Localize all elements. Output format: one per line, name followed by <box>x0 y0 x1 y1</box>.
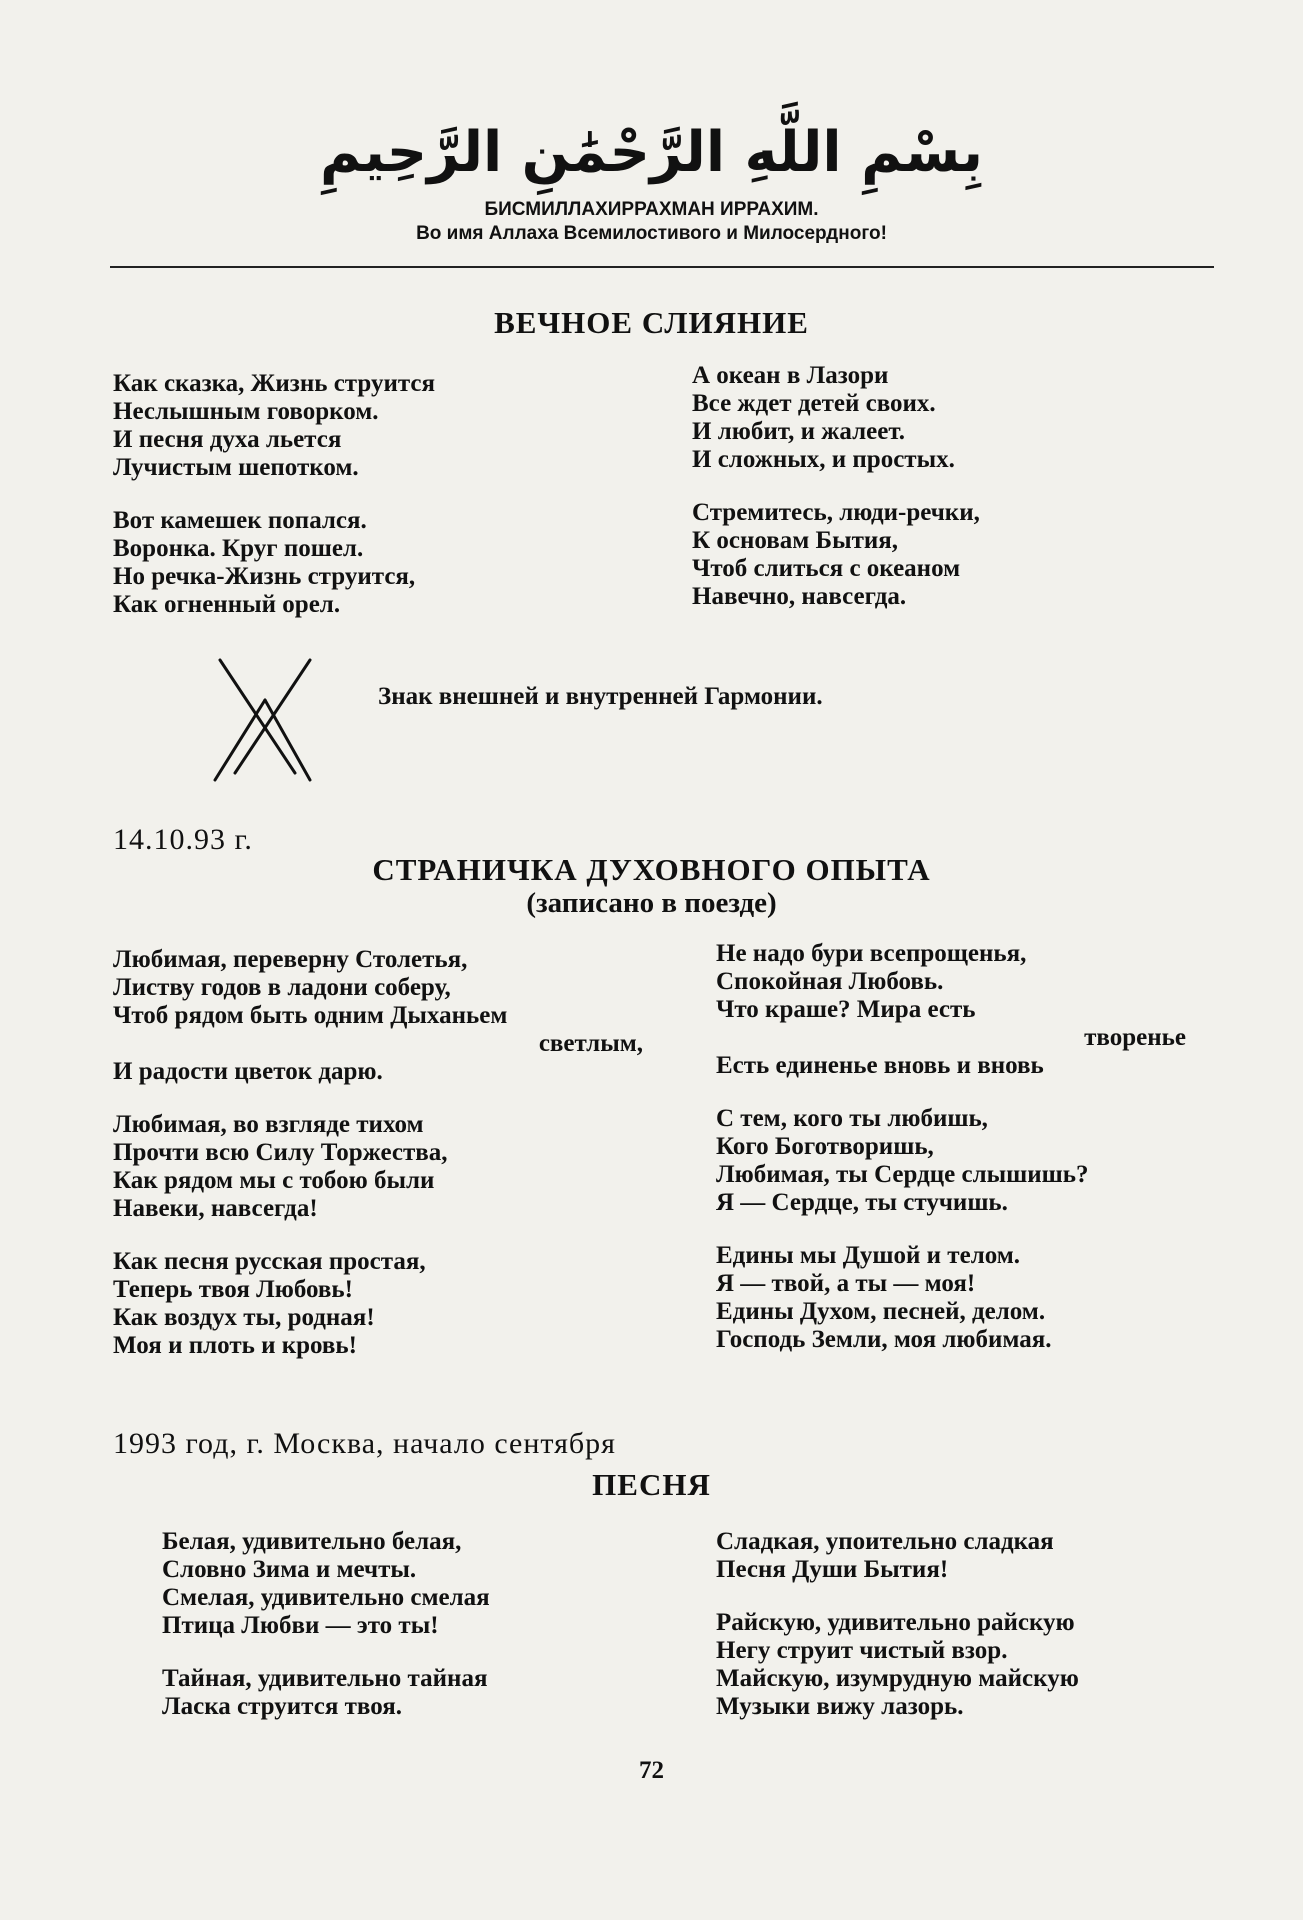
poem-line: Прочти всю Силу Торжества, <box>113 1139 448 1166</box>
poem-line: Песня Души Бытия! <box>716 1556 949 1583</box>
poem-line: Есть единенье вновь и вновь <box>716 1052 1044 1079</box>
poem-line: Сладкая, упоительно сладкая <box>716 1528 1054 1555</box>
poem-line: Едины Духом, песней, делом. <box>716 1298 1046 1325</box>
poem-line: Чтоб слиться с океаном <box>692 555 961 582</box>
poem-line: Птица Любви — это ты! <box>162 1612 439 1639</box>
bismillah-line-2: Во имя Аллаха Всемилостивого и Милосердного! <box>416 223 887 244</box>
poem-line: Листву годов в ладони соберу, <box>113 974 451 1001</box>
poem2-right-stanza-3 <box>716 1242 1186 1354</box>
poem-line: Лучистым шепотком. <box>113 454 359 481</box>
poem-line: Как песня русская простая, <box>113 1248 426 1275</box>
poem-line: Навечно, навсегда. <box>692 583 907 610</box>
poem-line: Не надо бури всепрощенья, <box>716 940 1027 967</box>
poem-line: Как рядом мы с тобою были <box>113 1167 435 1194</box>
poem3-right-column <box>716 1528 1216 1746</box>
poem1-left-stanza-2 <box>113 507 633 619</box>
poem-line: И любит, и жалеет. <box>692 418 906 445</box>
bismillah-transliteration-block <box>0 198 1303 246</box>
poem2-left-stanza-2 <box>113 1111 643 1223</box>
poem-line: Спокойная Любовь. <box>716 968 944 995</box>
poem-line: Кого Боготворишь, <box>716 1133 934 1160</box>
poem2-right-column <box>716 940 1186 1379</box>
poem-line: Белая, удивительно белая, <box>162 1528 462 1555</box>
poem-line: Воронка. Круг пошел. <box>113 535 364 562</box>
poem-line: Как огненный орел. <box>113 591 341 618</box>
poem1-right-column <box>692 362 1212 636</box>
poem-line-continuation: творенье <box>1084 1024 1186 1051</box>
poem-line: Вот камешек попался. <box>113 507 367 534</box>
poem-line: Все ждет детей своих. <box>692 390 936 417</box>
poem-line: Что краше? Мира есть <box>716 996 976 1023</box>
poem-line: Любимая, переверну Столетья, <box>113 946 468 973</box>
bismillah-line-1: БИСМИЛЛАХИРРАХМАН ИРРАХИМ. <box>484 199 819 220</box>
poem2-title: СТРАНИЧКА ДУХОВНОГО ОПЫТА <box>372 852 931 887</box>
poem3-title: ПЕСНЯ <box>592 1467 711 1502</box>
poem-line: И радости цветок дарю. <box>113 1058 383 1085</box>
poem3-date: 1993 год, г. Москва, начало сентября <box>113 1427 616 1460</box>
poem2-date: 14.10.93 г. <box>113 823 253 856</box>
poem-line: Музыки вижу лазорь. <box>716 1693 964 1720</box>
poem-line: Словно Зима и мечты. <box>162 1556 417 1583</box>
poem-line: Неслышным говорком. <box>113 398 379 425</box>
header-divider <box>110 266 1214 268</box>
poem-line: Моя и плоть и кровь! <box>113 1332 357 1359</box>
poem-line: Любимая, во взгляде тихом <box>113 1111 424 1138</box>
poem3-left-column <box>162 1528 682 1746</box>
poem2-left-column <box>113 946 643 1385</box>
poem-line: Навеки, навсегда! <box>113 1195 318 1222</box>
harmony-sign-caption: Знак внешней и внутренней Гармонии. <box>378 683 823 710</box>
poem-line: Ласка струится твоя. <box>162 1693 403 1720</box>
page-number: 72 <box>639 1757 664 1784</box>
poem-line: И песня духа льется <box>113 426 342 453</box>
poem-line: Райскую, удивительно райскую <box>716 1609 1075 1636</box>
poem-line-continuation: светлым, <box>538 1030 643 1057</box>
poem-line: Смелая, удивительно смелая <box>162 1584 490 1611</box>
bismillah-calligraphy: بِسْمِ اللَّهِ الرَّحْمَٰنِ الرَّحِيمِ <box>319 120 983 185</box>
poem-line: Майскую, изумрудную майскую <box>716 1665 1079 1692</box>
poem2-right-stanza-1 <box>716 940 1186 1080</box>
poem1-right-stanza-2 <box>692 499 1212 611</box>
poem1-right-stanza-1 <box>692 362 1212 474</box>
poem-line: И сложных, и простых. <box>692 446 955 473</box>
poem-line: А океан в Лазори <box>692 362 889 389</box>
poem2-right-stanza-2 <box>716 1105 1186 1217</box>
poem1-title: ВЕЧНОЕ СЛИЯНИЕ <box>494 305 809 340</box>
harmony-sign-icon <box>210 655 320 785</box>
poem-line: Едины мы Душой и телом. <box>716 1242 1021 1269</box>
poem1-left-stanza-1 <box>113 370 633 482</box>
poem-line: Негу струит чистый взор. <box>716 1637 1008 1664</box>
poem-line: С тем, кого ты любишь, <box>716 1105 988 1132</box>
poem3-right-stanza-2 <box>716 1609 1216 1721</box>
poem-line: Стремитесь, люди-речки, <box>692 499 980 526</box>
poem-line: Теперь твоя Любовь! <box>113 1276 353 1303</box>
poem2-left-stanza-1 <box>113 946 643 1086</box>
poem-line: К основам Бытия, <box>692 527 899 554</box>
poem3-left-stanza-2 <box>162 1665 682 1721</box>
poem-line: Господь Земли, моя любимая. <box>716 1326 1052 1353</box>
poem3-right-stanza-1 <box>716 1528 1216 1584</box>
poem-line: Я — Сердце, ты стучишь. <box>716 1189 1008 1216</box>
poem-line: Чтоб рядом быть одним Дыханьем <box>113 1002 508 1029</box>
poem-line: Как воздух ты, родная! <box>113 1304 375 1331</box>
poem3-left-stanza-1 <box>162 1528 682 1640</box>
poem2-left-stanza-3 <box>113 1248 643 1360</box>
poem-line: Но речка-Жизнь струится, <box>113 563 416 590</box>
poem-line: Как сказка, Жизнь струится <box>113 370 436 397</box>
poem-line: Любимая, ты Сердце слышишь? <box>716 1161 1089 1188</box>
poem-line: Тайная, удивительно тайная <box>162 1665 488 1692</box>
poem2-subtitle: (записано в поезде) <box>526 887 777 919</box>
poem1-left-column <box>113 370 633 644</box>
poem-line: Я — твой, а ты — моя! <box>716 1270 976 1297</box>
